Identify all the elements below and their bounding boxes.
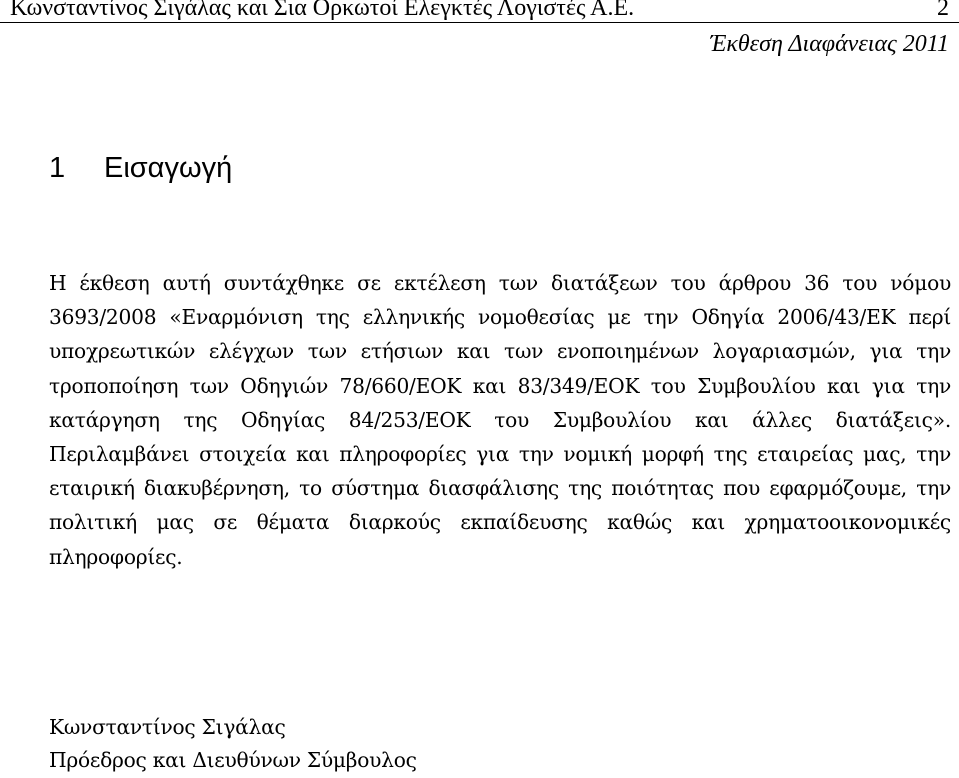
section-heading [49, 151, 232, 185]
intro-paragraph: Η έκθεση αυτή συντάχθηκε σε εκτέλεση των διατάξεων του άρθρου 36 του νόμου 3693/2008 «Εναρμόνιση της ελληνικής νομοθεσίας με την Οδηγία 2006/43/ΕΚ περί υποχρεωτικών ελέγχων των ετήσιων και των ενοποιημένων λογαριασμών, για την τροποποίηση των Οδηγιών 78/660/ΕΟΚ και 83/349/ΕΟΚ του Συμβουλίου και για την κατάργηση της Οδηγίας 84/253/ΕΟΚ του Συμβουλίου και άλλες διατάξεις». Περιλαμβάνει στοιχεία και πληροφορίες για την νομική μορφή της εταιρείας μας, την εταιρική διακυβέρνηση, το σύστημα διασφάλισης της ποιότητας που εφαρμόζουμε, την πολιτική μας σε θέματα διαρκούς εκπαίδευσης καθώς και χρηματοοικονομικές πληροφορίες. [49, 271, 951, 569]
header-divider [0, 22, 959, 23]
section-number: 1 [49, 152, 66, 184]
header-company-name: Κωνσταντίνος Σιγάλας και Σια Ορκωτοί Ελεγκτές Λογιστές Α.Ε. [10, 0, 635, 21]
page-header [0, 0, 959, 57]
signatory-role: Πρόεδρος και Διευθύνων Σύμβουλος [49, 748, 417, 772]
section-title: Εισαγωγή [104, 152, 233, 184]
page-number: 2 [937, 0, 949, 21]
signature-block [49, 711, 417, 777]
header-report-title: Έκθεση Διαφάνειας 2011 [710, 31, 949, 57]
signatory-name: Κωνσταντίνος Σιγάλας [49, 715, 286, 739]
